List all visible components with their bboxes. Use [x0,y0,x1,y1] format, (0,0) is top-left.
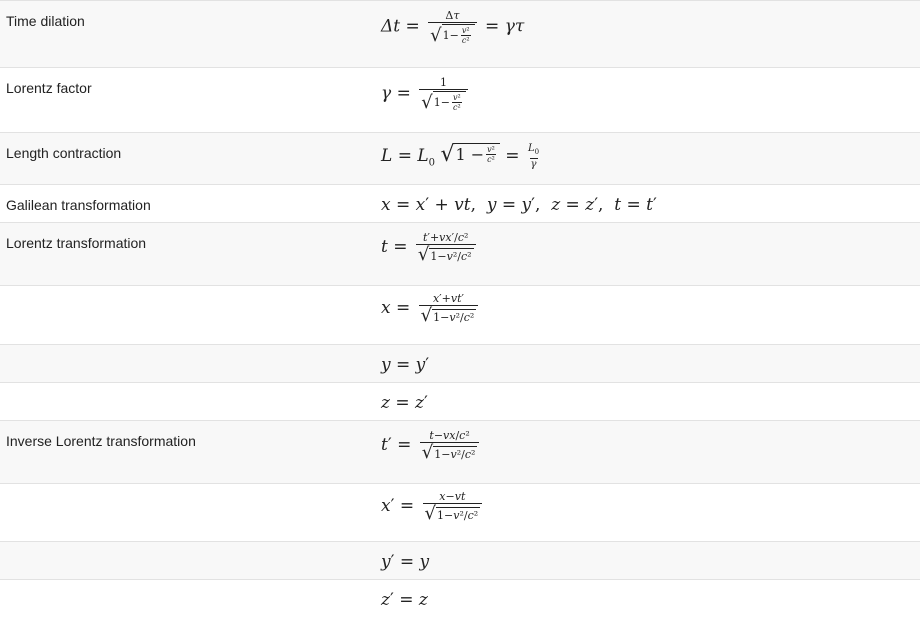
table-row [0,286,920,345]
formula: γ = 1 √ 1− v² c² [375,68,920,133]
formula: $L = L_0$ √ 1 − v² c² = $\frac{L_0}{\gamma}$ [375,133,920,185]
row-label [0,286,375,345]
row-label [0,580,375,617]
table-row [0,580,920,617]
table-row [0,542,920,580]
table-row [0,223,920,286]
formula: x = x′ + vt, y = y′, z = z′, t = t′ [375,185,920,223]
formula: t′ = t−vx/c² √ 1− v ²/ c ² [375,421,920,484]
formula: y = y′ [375,345,920,383]
row-label: Length contraction [0,133,375,185]
table-row [0,383,920,421]
row-label [0,345,375,383]
table-row [0,68,920,133]
table-row [0,345,920,383]
row-label: Galilean transformation [0,185,375,223]
row-label: Lorentz factor [0,68,375,133]
table-row [0,133,920,185]
table-row [0,484,920,542]
formula: x = x′+vt′ √ 1− v ²/ c ² [375,286,920,345]
row-label [0,542,375,580]
formula: Δt = Δτ √ 1− v² c² = γτ [375,1,920,68]
formula: y′ = y [375,542,920,580]
row-label [0,484,375,542]
row-label: Time dilation [0,1,375,68]
row-label [0,383,375,421]
table-row [0,185,920,223]
table-row [0,1,920,68]
formula: z′ = z [375,580,920,617]
row-label: Inverse Lorentz transformation [0,421,375,484]
formula: z = z′ [375,383,920,421]
formula: t = t′+vx′/c² √ 1− v ²/ c ² [375,223,920,286]
table-row [0,421,920,484]
formula: x′ = x−vt √ 1− v ²/ c ² [375,484,920,542]
row-label: Lorentz transformation [0,223,375,286]
